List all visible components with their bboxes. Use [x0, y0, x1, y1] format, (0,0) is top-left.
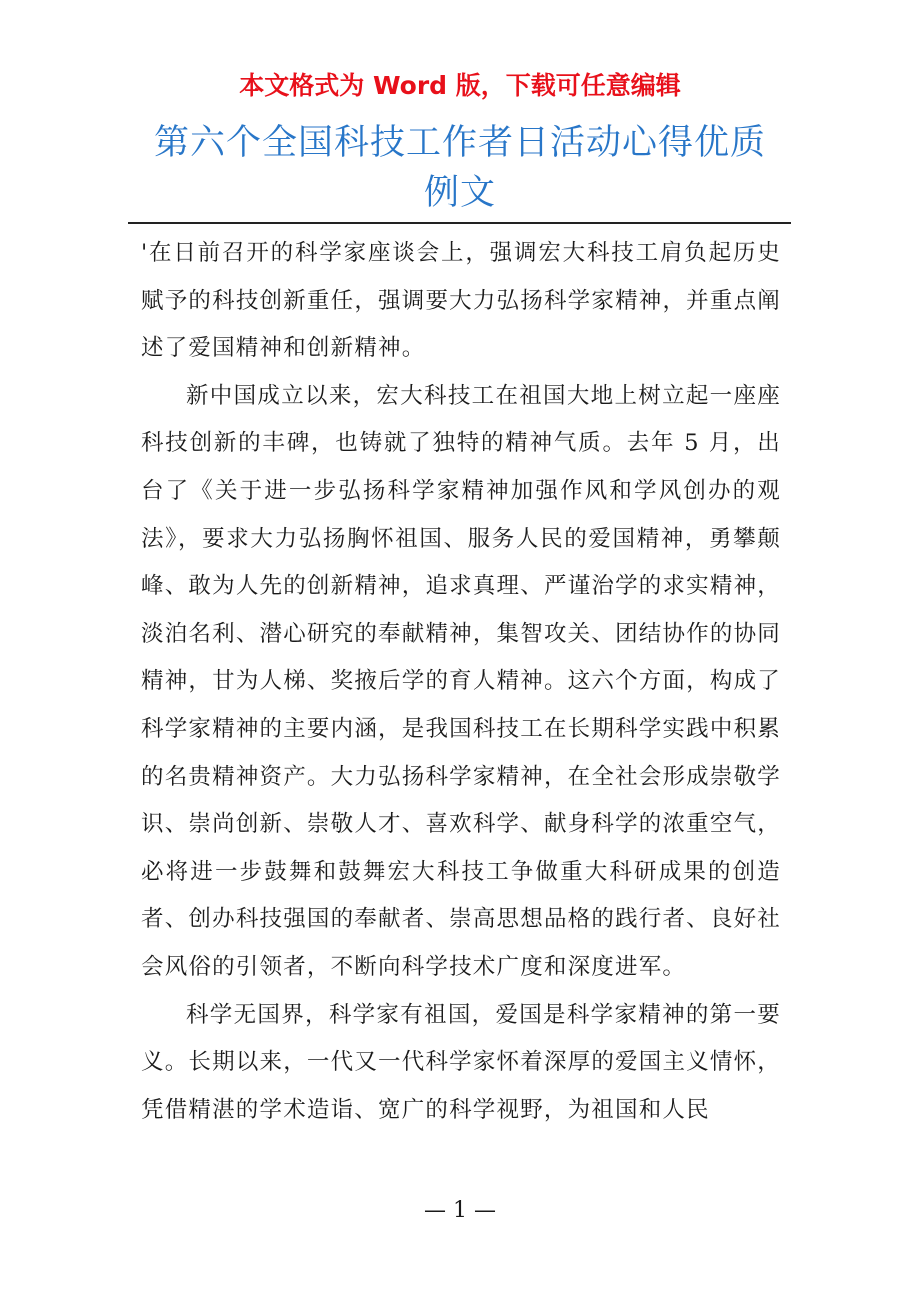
paragraph: 科学无国界，科学家有祖国，爱国是科学家精神的第一要义。长期以来，一代又一代科学家怀着深厚的爱国主义情怀，凭借精湛的学术造诣、宽广的科学视野，为祖国和人民: [141, 1001, 781, 1123]
document-body: [141, 230, 781, 1134]
page-number: — 1 —: [424, 1198, 496, 1223]
title-divider: [128, 222, 791, 224]
document-title: 第六个全国科技工作者日活动心得优质例文: [153, 123, 766, 213]
paragraph: 新中国成立以来，宏大科技工在祖国大地上树立起一座座科技创新的丰碑，也铸就了独特的精神气质。去年 5 月，出台了《关于进一步弘扬科学家精神加强作风和学风创办的观法》，要求大力弘扬胸怀祖国、服务人民的爱国精神，勇攀颠峰、敢为人先的创新精神，追求真理、严谨治学的求实精神，淡泊名利、潜心研究的奉献精神，集智攻关、团结协作的协同精神，甘为人梯、奖掖后学的育人精神。这六个方面，构成了科学家精神的主要内涵，是我国科技工在长期科学实践中积累的名贵精神资产。大力弘扬科学家精神，在全社会形成崇敬学识、崇尚创新、崇敬人才、喜欢科学、献身科学的浓重空气，必将进一步鼓舞和鼓舞宏大科技工争做重大科研成果的创造者、创办科技强国的奉献者、崇高思想品格的践行者、良好社会风俗的引领者，不断向科学技术广度和深度进军。: [141, 382, 781, 980]
paragraph: '在日前召开的科学家座谈会上，强调宏大科技工肩负起历史赋予的科技创新重任，强调要大力弘扬科学家精神，并重点阐述了爱国精神和创新精神。: [141, 240, 781, 362]
format-notice: 本文格式为 Word 版，下载可任意编辑: [239, 71, 681, 100]
